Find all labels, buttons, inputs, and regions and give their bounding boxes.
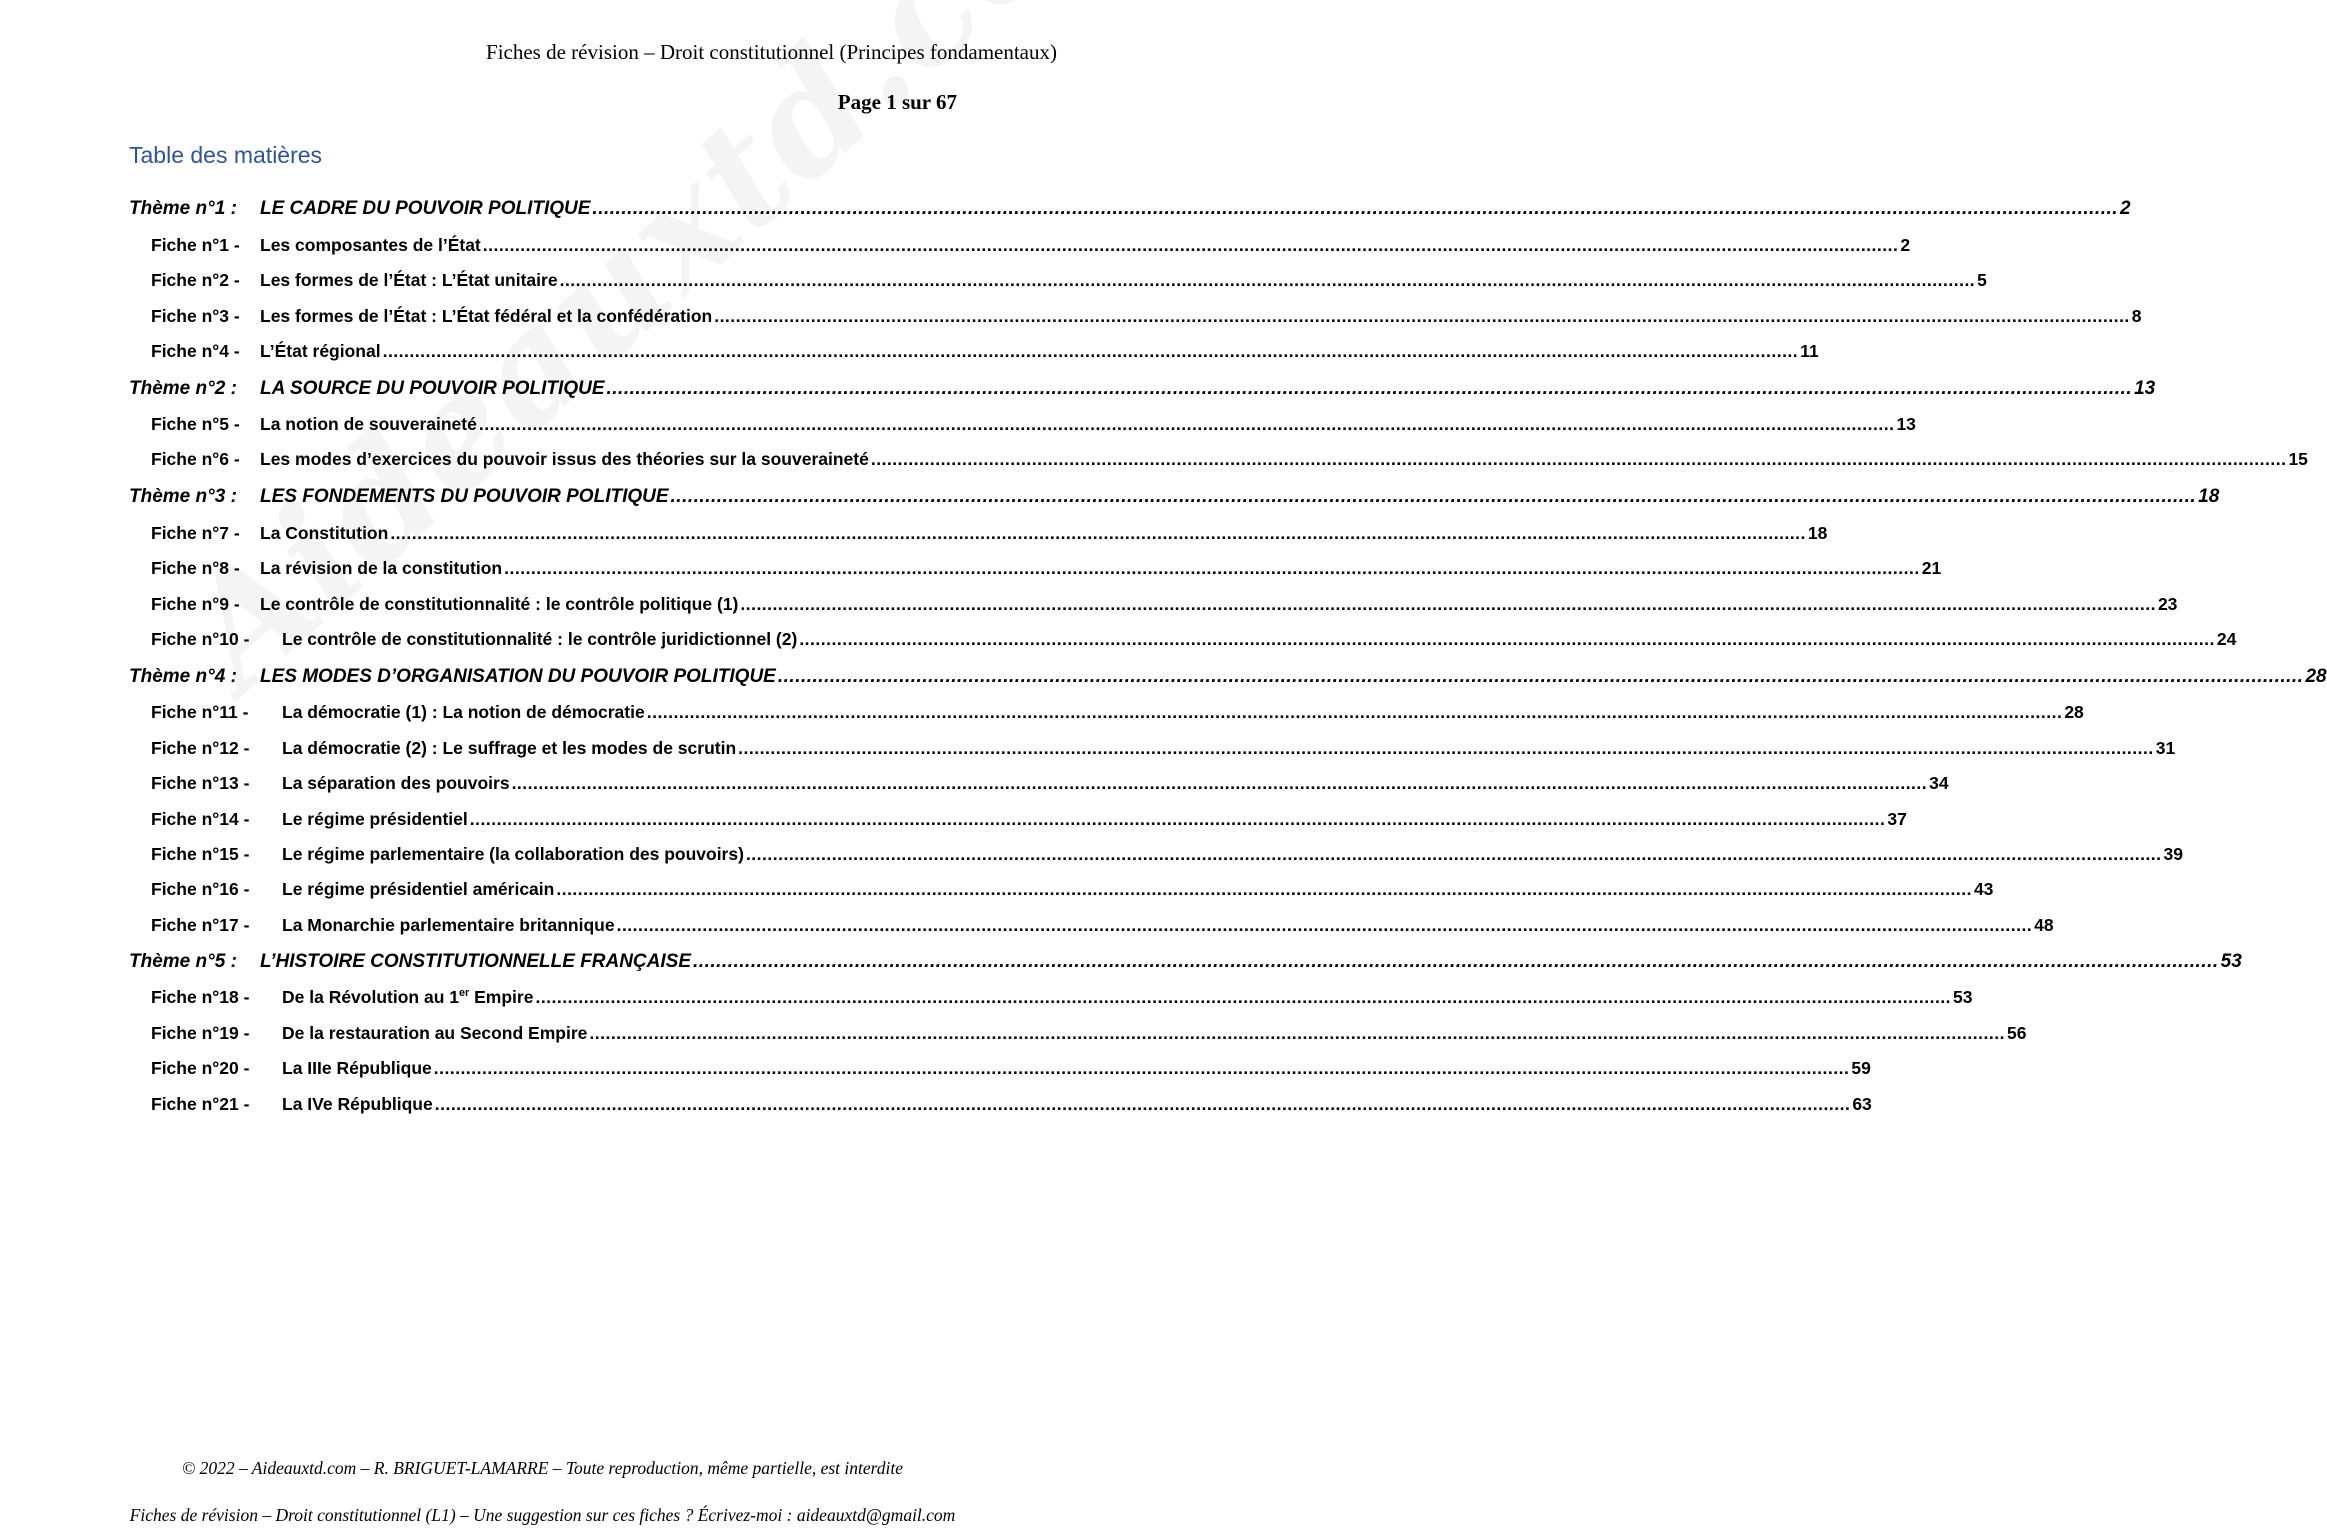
toc-entry-page: 11 (1800, 341, 1819, 361)
toc-entry-title (282, 1058, 432, 1079)
toc-fiche-entry[interactable] (151, 235, 1911, 261)
toc-entry-title-text: La IIIe République (282, 1058, 432, 1078)
toc-entry-title-text: LE CADRE DU POUVOIR POLITIQUE (260, 198, 591, 219)
toc-entry-title (282, 915, 615, 936)
toc-entry-number: Fiche n°12 - (151, 738, 250, 758)
toc-entry-number: Fiche n°14 - (151, 809, 250, 829)
toc-entry-title (282, 809, 468, 830)
toc-entry-title-text: LA SOURCE DU POUVOIR POLITIQUE (260, 378, 605, 399)
toc-entry-page: 34 (1929, 773, 1949, 793)
toc-dot-leader: ........................................................................................................................................................................................................................................................................ (740, 594, 2156, 614)
toc-fiche-entry[interactable] (151, 341, 1819, 367)
toc-dot-leader: ........................................................................................................................................................................................................................................................................ (556, 879, 1972, 899)
toc-entry-title (260, 486, 669, 508)
toc-dot-leader: ........................................................................................................................................................................................................................................................................ (693, 951, 2219, 972)
toc-entry-page: 56 (2006, 1023, 2027, 1043)
toc-entry-title (260, 235, 481, 256)
toc-entry-page: 5 (1977, 270, 1987, 290)
toc-entry-title (260, 666, 776, 688)
toc-entry-page: 13 (1896, 414, 1916, 434)
toc-entry-number: Fiche n°16 - (151, 879, 250, 899)
toc-fiche-entry[interactable] (151, 1058, 1871, 1084)
toc-entry-page: 2 (1900, 235, 1911, 255)
toc-dot-leader: ........................................................................................................................................................................................................................................................................ (589, 1023, 2005, 1043)
toc-heading: Table des matières (129, 142, 323, 168)
toc-entry-title-text: Les modes d’exercices du pouvoir issus des théories sur la souveraineté (260, 449, 869, 469)
toc-entry-page: 15 (2288, 449, 2308, 469)
toc-entry-number: Fiche n°8 - (151, 558, 240, 578)
toc-theme-entry[interactable] (129, 951, 2242, 977)
toc-entry-page: 43 (1973, 879, 1994, 899)
toc-entry-title (282, 879, 554, 900)
toc-entry-title (260, 306, 712, 327)
toc-entry-number: Fiche n°5 - (151, 414, 240, 434)
toc-entry-title (260, 270, 558, 291)
toc-theme-entry[interactable] (129, 378, 2156, 404)
toc-dot-leader: ........................................................................................................................................................................................................................................................................ (799, 629, 2215, 649)
toc-entry-title (282, 1094, 433, 1115)
toc-entry-title-text: L’État régional (260, 341, 381, 361)
toc-entry-title (282, 738, 736, 759)
toc-entry-title (282, 1023, 587, 1044)
toc-fiche-entry[interactable] (151, 523, 1828, 549)
toc-dot-leader: ........................................................................................................................................................................................................................................................................ (670, 486, 2197, 507)
toc-entry-title-text: La IVe République (282, 1094, 433, 1114)
toc-entry-title (260, 594, 738, 615)
toc-entry-number: Fiche n°1 - (151, 235, 240, 255)
toc-entry-page: 24 (2216, 629, 2237, 649)
toc-dot-leader: ........................................................................................................................................................................................................................................................................ (511, 773, 1928, 793)
toc-fiche-entry[interactable] (151, 915, 2054, 941)
toc-entry-title (282, 773, 510, 794)
toc-entry-page: 63 (1852, 1094, 1872, 1114)
toc-entry-page: 2 (2120, 198, 2131, 219)
toc-entry-title-text: Le contrôle de constitutionnalité : le contrôle politique (1) (260, 594, 739, 614)
toc-entry-number: Thème n°1 : (129, 198, 237, 219)
footer-copyright: © 2022 – Aideauxtd.com – R. BRIGUET-LAMARRE – Toute reproduction, même partielle, est interdite (181, 1458, 904, 1478)
toc-entry-title-text: LES FONDEMENTS DU POUVOIR POLITIQUE (260, 486, 669, 507)
toc-entry-title-text: Le régime parlementaire (la collaboration des pouvoirs) (282, 844, 744, 864)
toc-dot-leader: ........................................................................................................................................................................................................................................................................ (745, 844, 2162, 864)
toc-entry-number: Fiche n°10 - (151, 629, 250, 649)
toc-fiche-entry[interactable] (151, 558, 1942, 584)
toc-entry-title (282, 629, 797, 650)
toc-entry-title-text: De la Révolution au 1 (282, 987, 459, 1007)
toc-dot-leader: ........................................................................................................................................................................................................................................................................ (559, 270, 1976, 290)
toc-entry-title (260, 523, 388, 544)
toc-dot-leader: ........................................................................................................................................................................................................................................................................ (870, 449, 2287, 469)
toc-entry-title-text: Les composantes de l’État (260, 235, 481, 255)
toc-entry-title-suffix: Empire (469, 987, 534, 1007)
toc-entry-number: Fiche n°20 - (151, 1058, 250, 1078)
toc-fiche-entry[interactable] (151, 879, 1994, 905)
toc-entry-title (260, 414, 477, 435)
toc-entry-title (260, 198, 590, 220)
toc-entry-title-text: La démocratie (1) : La notion de démocratie (282, 702, 645, 722)
toc-dot-leader: ........................................................................................................................................................................................................................................................................ (646, 702, 2063, 722)
toc-fiche-entry[interactable] (151, 594, 2178, 620)
toc-dot-leader: ........................................................................................................................................................................................................................................................................ (535, 987, 1952, 1007)
toc-entry-title (282, 987, 533, 1008)
toc-entry-number: Thème n°2 : (129, 378, 237, 399)
toc-theme-entry[interactable] (129, 486, 2220, 512)
toc-fiche-entry[interactable] (151, 1094, 1872, 1120)
toc-entry-page: 59 (1851, 1058, 1871, 1078)
toc-entry-title-text: La révision de la constitution (260, 558, 503, 578)
toc-fiche-entry[interactable] (151, 414, 1916, 440)
toc-dot-leader: ........................................................................................................................................................................................................................................................................ (433, 1058, 1850, 1078)
toc-entry-page: 18 (1807, 523, 1828, 543)
toc-entry-page: 8 (2131, 306, 2142, 326)
toc-entry-title-text: Les formes de l’État : L’État unitaire (260, 270, 558, 290)
toc-entry-title (260, 449, 869, 470)
toc-theme-entry[interactable] (129, 198, 2131, 224)
toc-entry-page: 53 (2220, 951, 2242, 972)
toc-entry-number: Fiche n°9 - (151, 594, 240, 614)
toc-entry-number: Fiche n°15 - (151, 844, 250, 864)
toc-fiche-entry[interactable] (151, 844, 2183, 870)
toc-entry-number: Fiche n°19 - (151, 1023, 250, 1043)
toc-entry-page: 37 (1887, 809, 1907, 829)
toc-dot-leader: ........................................................................................................................................................................................................................................................................ (738, 738, 2154, 758)
toc-dot-leader: ........................................................................................................................................................................................................................................................................ (478, 414, 1895, 434)
toc-entry-page: 31 (2155, 738, 2176, 758)
toc-fiche-entry[interactable] (151, 809, 1907, 835)
toc-entry-number: Fiche n°11 - (151, 702, 249, 722)
toc-entry-title-text: L’HISTOIRE CONSTITUTIONNELLE FRANÇAISE (260, 951, 692, 972)
toc-entry-superscript: er (458, 987, 470, 1000)
running-header: Fiches de révision – Droit constitutionnel (Principes fondamentaux) (486, 40, 1057, 64)
toc-dot-leader: ........................................................................................................................................................................................................................................................................ (382, 341, 1799, 361)
toc-entry-title-text: De la restauration au Second Empire (282, 1023, 588, 1043)
page-number: Page 1 sur 67 (837, 90, 957, 114)
toc-entry-title-text: La séparation des pouvoirs (282, 773, 510, 793)
toc-entry-title-text: Le régime présidentiel (282, 809, 468, 829)
toc-entry-number: Thème n°5 : (129, 951, 237, 972)
toc-entry-number: Fiche n°2 - (151, 270, 240, 290)
toc-entry-title (282, 702, 645, 723)
toc-dot-leader: ........................................................................................................................................................................................................................................................................ (616, 915, 2033, 935)
toc-entry-number: Fiche n°4 - (151, 341, 240, 361)
toc-dot-leader: ........................................................................................................................................................................................................................................................................ (592, 198, 2119, 219)
toc-entry-page: 13 (2134, 378, 2156, 399)
toc-entry-title (260, 378, 605, 400)
toc-dot-leader: ........................................................................................................................................................................................................................................................................ (606, 378, 2133, 399)
toc-entry-title-text: Les formes de l’État : L’État fédéral et la confédération (260, 306, 713, 326)
toc-entry-title-text: La notion de souveraineté (260, 414, 477, 434)
toc-fiche-entry[interactable] (151, 987, 1973, 1013)
toc-fiche-entry[interactable] (151, 629, 2237, 655)
toc-entry-number: Fiche n°21 - (151, 1094, 250, 1114)
toc-entry-title (282, 844, 744, 865)
footer-note: Fiches de révision – Droit constitutionnel (L1) – Une suggestion sur ces fiches ? Écrivez-moi : aideauxtd@gmail.com (129, 1505, 956, 1525)
toc-entry-title-text: La Constitution (260, 523, 389, 543)
toc-entry-number: Fiche n°3 - (151, 306, 240, 326)
toc-fiche-entry[interactable] (151, 702, 2084, 728)
toc-entry-page: 39 (2163, 844, 2183, 864)
toc-entry-page: 48 (2034, 915, 2054, 935)
toc-fiche-entry[interactable] (151, 773, 1949, 799)
toc-dot-leader: ........................................................................................................................................................................................................................................................................ (390, 523, 1806, 543)
toc-entry-title-text: LES MODES D’ORGANISATION DU POUVOIR POLITIQUE (260, 666, 776, 687)
toc-dot-leader: ........................................................................................................................................................................................................................................................................ (777, 666, 2304, 687)
toc-entry-number: Fiche n°13 - (151, 773, 250, 793)
toc-fiche-entry[interactable] (151, 306, 2142, 332)
toc-entry-number: Fiche n°17 - (151, 915, 250, 935)
toc-dot-leader: ........................................................................................................................................................................................................................................................................ (714, 306, 2130, 326)
toc-entry-title (260, 341, 381, 362)
toc-fiche-entry[interactable] (151, 449, 2308, 475)
toc-fiche-entry[interactable] (151, 738, 2176, 764)
toc-entry-page: 21 (1921, 558, 1942, 578)
toc-entry-page: 28 (2305, 666, 2327, 687)
toc-theme-entry[interactable] (129, 666, 2327, 692)
toc-entry-page: 28 (2064, 702, 2084, 722)
toc-entry-title (260, 951, 691, 973)
toc-entry-number: Fiche n°6 - (151, 449, 240, 469)
toc-fiche-entry[interactable] (151, 1023, 2027, 1049)
toc-fiche-entry[interactable] (151, 270, 1987, 296)
toc-dot-leader: ........................................................................................................................................................................................................................................................................ (469, 809, 1886, 829)
toc-dot-leader: ........................................................................................................................................................................................................................................................................ (504, 558, 1920, 578)
toc-dot-leader: ........................................................................................................................................................................................................................................................................ (482, 235, 1899, 255)
toc-entry-title-text: Le régime présidentiel américain (282, 879, 555, 899)
toc-entry-number: Thème n°4 : (129, 666, 237, 687)
toc-entry-title (260, 558, 502, 579)
toc-entry-page: 18 (2198, 486, 2220, 507)
toc-entry-number: Thème n°3 : (129, 486, 237, 507)
toc-dot-leader: ........................................................................................................................................................................................................................................................................ (434, 1094, 1851, 1114)
toc-entry-page: 53 (1953, 987, 1973, 1007)
toc-entry-number: Fiche n°7 - (151, 523, 240, 543)
toc-entry-title-text: La démocratie (2) : Le suffrage et les modes de scrutin (282, 738, 737, 758)
toc-entry-number: Fiche n°18 - (151, 987, 250, 1007)
toc-entry-title-text: La Monarchie parlementaire britannique (282, 915, 615, 935)
toc-entry-title-text: Le contrôle de constitutionnalité : le contrôle juridictionnel (2) (282, 629, 798, 649)
toc-entry-page: 23 (2157, 594, 2178, 614)
